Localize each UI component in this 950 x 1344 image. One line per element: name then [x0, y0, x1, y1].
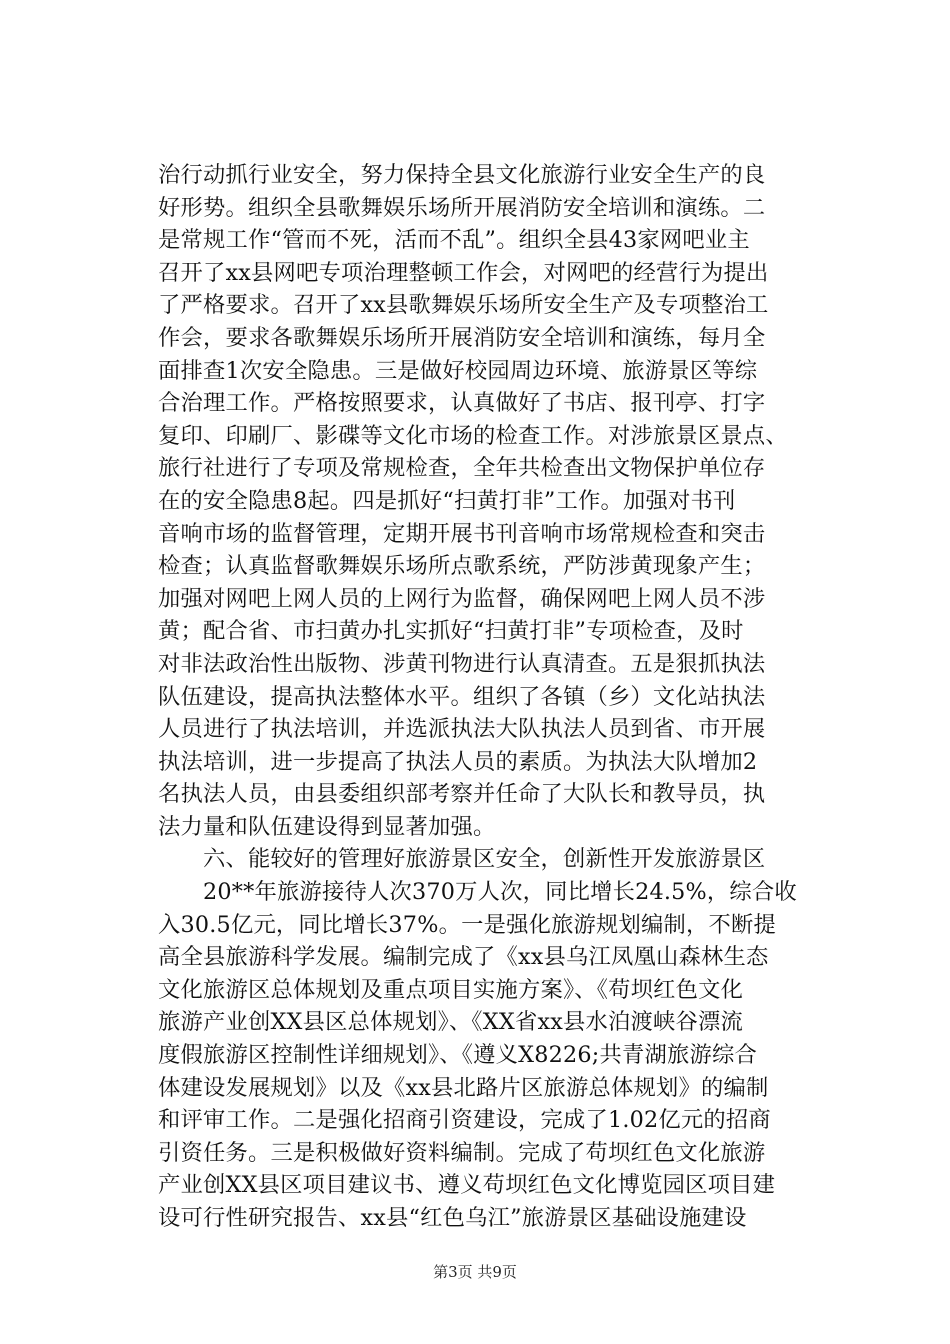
text-line: 引资任务。三是积极做好资料编制。完成了苟坝红色文化旅游 — [158, 1139, 766, 1166]
text-line: 作会，要求各歌舞娱乐场所开展消防安全培训和演练，每月全 — [158, 324, 766, 351]
text-line: 文化旅游区总体规划及重点项目实施方案》、《苟坝红色文化 — [158, 976, 744, 1003]
text-line: 旅游产业创XX县区总体规划》、《XX省xx县水泊渡峡谷漂流 — [158, 1009, 743, 1036]
text-line: 加强对网吧上网人员的上网行为监督，确保网吧上网人员不涉 — [158, 585, 766, 612]
text-line: 治行动抓行业安全，努力保持全县文化旅游行业安全生产的良 — [158, 162, 766, 188]
text-line: 人员进行了执法培训，并选派执法大队执法人员到省、市开展 — [158, 716, 766, 743]
text-line: 在的安全隐患8起。四是抓好“扫黄打非”工作。加强对书刊 — [158, 487, 736, 514]
text-line: 面排查1次安全隐患。三是做好校园周边环境、旅游景区等综 — [158, 357, 758, 384]
text-line: 度假旅游区控制性详细规划》、《遵义X8226;共青湖旅游综合 — [158, 1042, 757, 1069]
text-line: 召开了xx县网吧专项治理整顿工作会，对网吧的经营行为提出 — [158, 259, 769, 286]
text-line: 好形势。组织全县歌舞娱乐场所开展消防安全培训和演练。二 — [158, 194, 766, 221]
text-line: 和评审工作。二是强化招商引资建设，完成了1.02亿元的招商 — [158, 1107, 771, 1134]
text-line: 合治理工作。严格按照要求，认真做好了书店、报刊亭、打字 — [158, 390, 766, 417]
text-line: 了严格要求。召开了xx县歌舞娱乐场所安全生产及专项整治工 — [158, 292, 769, 319]
text-line: 是常规工作“管而不死，活而不乱”。组织全县43家网吧业主 — [158, 227, 750, 254]
text-line: 体建设发展规划》以及《xx县北路片区旅游总体规划》的编制 — [158, 1074, 769, 1101]
text-line: 产业创XX县区项目建议书、遵义苟坝红色文化博览园区项目建 — [158, 1172, 776, 1199]
text-line: 法力量和队伍建设得到显著加强。 — [158, 813, 496, 840]
page-footer: 第3页 共9页 — [433, 1263, 517, 1281]
text-line: 音响市场的监督管理，定期开展书刊音响市场常规检查和突击 — [158, 520, 766, 547]
text-line: 高全县旅游科学发展。编制完成了《xx县乌江凤凰山森林生态 — [158, 944, 769, 971]
text-line: 设可行性研究报告、xx县“红色乌江”旅游景区基础设施建设 — [158, 1205, 747, 1231]
text-line: 检查；认真监督歌舞娱乐场所点歌系统，严防涉黄现象产生； — [158, 553, 766, 580]
text-line: 20**年旅游接待人次370万人次，同比增长24.5%，综合收 — [158, 879, 797, 906]
text-line: 对非法政治性出版物、涉黄刊物进行认真清查。五是狠抓执法 — [158, 650, 766, 677]
text-line: 入30.5亿元，同比增长37%。一是强化旅游规划编制，不断提 — [158, 911, 777, 938]
text-line: 六、能较好的管理好旅游景区安全，创新性开发旅游景区 — [158, 846, 766, 873]
text-line: 复印、印刷厂、影碟等文化市场的检查工作。对涉旅景区景点、 — [158, 422, 788, 449]
text-line: 黄；配合省、市扫黄办扎实抓好“扫黄打非”专项检查，及时 — [158, 618, 744, 645]
text-line: 队伍建设，提高执法整体水平。组织了各镇（乡）文化站执法 — [158, 683, 766, 710]
text-line: 名执法人员，由县委组织部考察并任命了大队长和教导员，执 — [158, 781, 766, 808]
text-line: 旅行社进行了专项及常规检查，全年共检查出文物保护单位存 — [158, 455, 766, 482]
text-line: 执法培训，进一步提高了执法人员的素质。为执法大队增加2 — [158, 748, 758, 775]
document-body — [158, 159, 838, 1235]
